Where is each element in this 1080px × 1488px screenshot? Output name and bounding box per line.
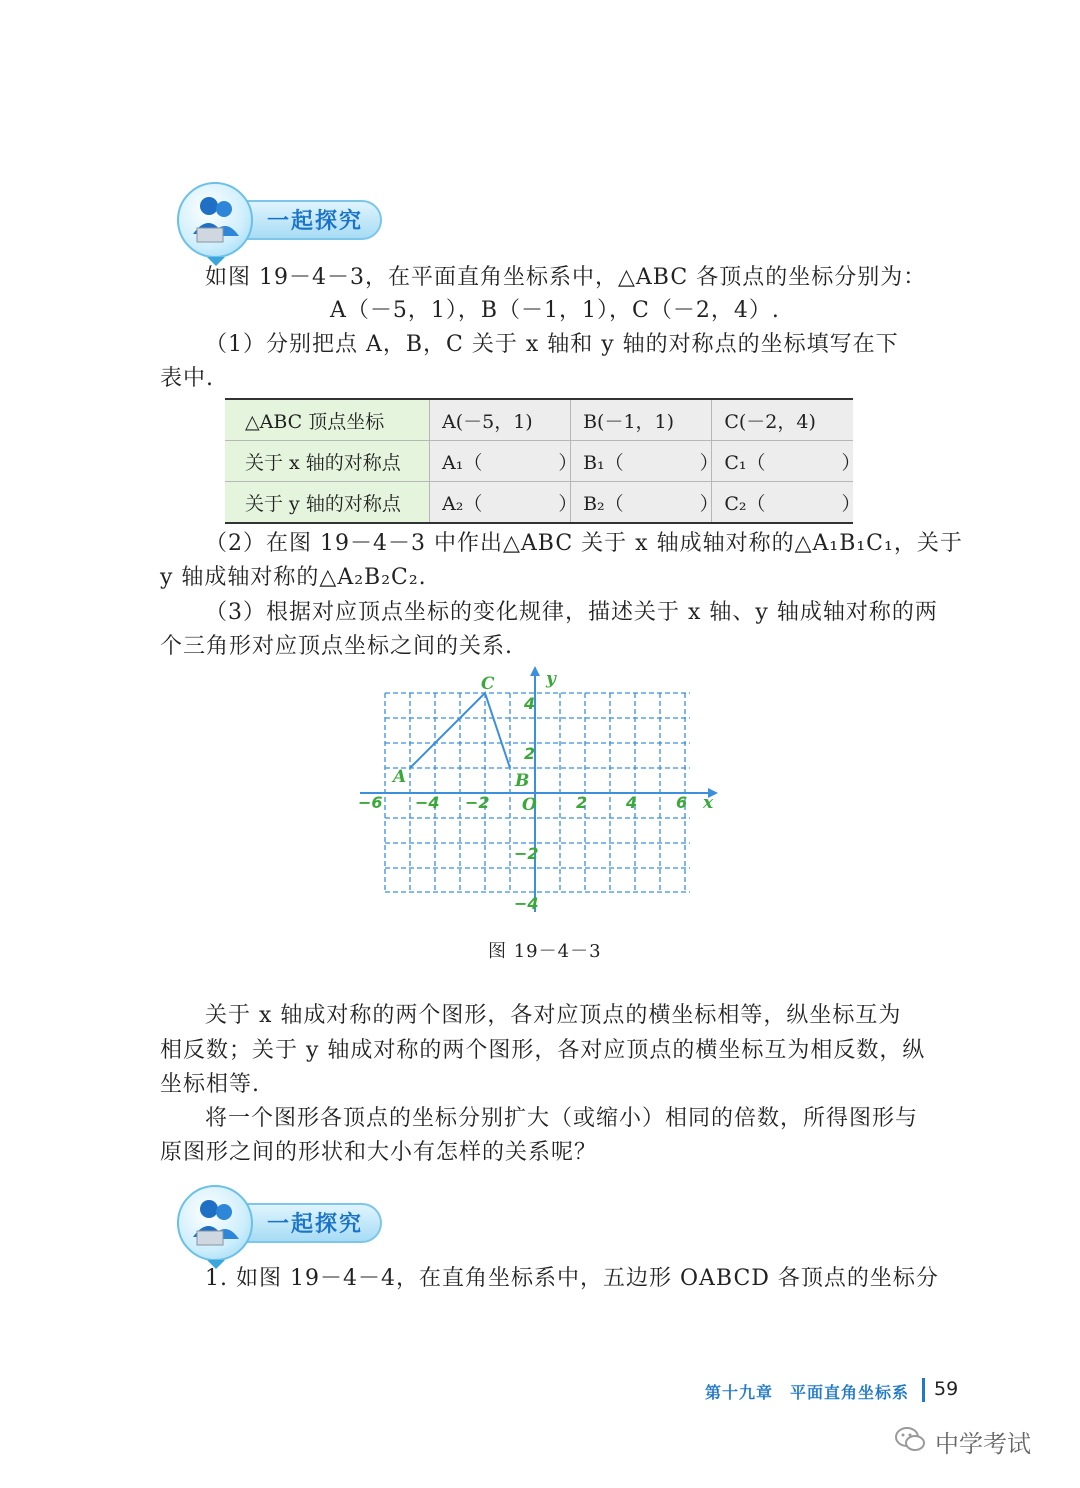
point-b-label: B	[515, 771, 530, 791]
origin-label: O	[522, 795, 537, 815]
table-cell: A₁（ ）	[430, 441, 571, 482]
point-c-label: C	[481, 674, 495, 694]
table-cell: 关于 y 轴的对称点	[225, 482, 430, 524]
y-tick-label: 2	[524, 744, 536, 763]
wechat-icon	[893, 1422, 927, 1456]
table-cell: C₂（ ）	[712, 482, 853, 524]
chapter-title: 第十九章 平面直角坐标系	[705, 1383, 910, 1402]
x-tick-label: 4	[626, 793, 638, 812]
table-cell: A₂（ ）	[430, 482, 571, 524]
x-tick-label: −2	[465, 793, 490, 812]
table-cell: B(－1，1)	[571, 399, 712, 441]
text-line: 关于 x 轴成对称的两个图形，各对应顶点的横坐标相等，纵坐标互为	[205, 1003, 902, 1028]
table-row	[225, 399, 853, 441]
text-line: （1）分别把点 A，B，C 关于 x 轴和 y 轴的对称点的坐标填写在下	[205, 332, 899, 357]
coordinate-figure	[350, 665, 730, 920]
text-line: 坐标相等.	[160, 1072, 260, 1097]
table-cell: B₂（ ）	[571, 482, 712, 524]
text-line: （2）在图 19－4－3 中作出△ABC 关于 x 轴成轴对称的△A₁B₁C₁，关于	[205, 531, 963, 556]
x-tick-label: 6	[676, 793, 688, 812]
table-cell: A(－5，1)	[430, 399, 571, 441]
table-cell: △ABC 顶点坐标	[225, 399, 430, 441]
page-number: 59	[934, 1378, 959, 1400]
figure-caption: 图 19－4－3	[488, 941, 602, 962]
axes	[360, 672, 712, 912]
coordinate-table	[225, 398, 861, 524]
section-badge	[157, 1185, 382, 1265]
text-line: 1. 如图 19－4－4，在直角坐标系中，五边形 OABCD 各顶点的坐标分	[205, 1266, 939, 1291]
x-tick-label: −6	[358, 793, 383, 812]
text-line: 个三角形对应顶点坐标之间的关系.	[160, 634, 513, 659]
section-badge	[157, 182, 382, 262]
text-line: 原图形之间的形状和大小有怎样的关系呢？	[160, 1140, 598, 1165]
divider	[922, 1378, 925, 1402]
text-line: 将一个图形各顶点的坐标分别扩大（或缩小）相同的倍数，所得图形与	[205, 1106, 919, 1131]
table-row	[225, 441, 853, 482]
table-cell: C₁（ ）	[712, 441, 853, 482]
table-cell: 关于 x 轴的对称点	[225, 441, 430, 482]
text-line: y 轴成轴对称的△A₂B₂C₂.	[160, 565, 427, 590]
text-line: 如图 19－4－3，在平面直角坐标系中，△ABC 各顶点的坐标分别为：	[205, 265, 927, 290]
x-axis-label: x	[703, 793, 714, 813]
badge-title: 一起探究	[267, 209, 364, 234]
table-row	[225, 482, 853, 524]
point-a-label: A	[393, 767, 407, 787]
y-tick-label: −4	[514, 894, 539, 913]
text-line: 表中.	[160, 366, 214, 391]
y-axis-label: y	[546, 669, 556, 689]
x-tick-label: −4	[415, 793, 440, 812]
y-tick-label: 4	[524, 694, 536, 713]
people-icon	[177, 182, 253, 258]
table-cell: C(－2，4)	[712, 399, 853, 441]
watermark-text: 中学考试	[935, 1430, 1031, 1458]
badge-title: 一起探究	[267, 1212, 364, 1237]
people-icon	[177, 1185, 253, 1261]
text-line: 相反数；关于 y 轴成对称的两个图形，各对应顶点的横坐标互为相反数，纵	[160, 1038, 926, 1063]
table-cell: B₁（ ）	[571, 441, 712, 482]
x-tick-label: 2	[576, 793, 588, 812]
y-tick-label: −2	[514, 844, 539, 863]
text-line: A（－5，1），B（－1，1），C（－2，4）.	[330, 298, 780, 323]
text-line: （3）根据对应顶点坐标的变化规律，描述关于 x 轴、y 轴成轴对称的两	[205, 600, 938, 625]
y-axis-arrow	[530, 666, 540, 676]
